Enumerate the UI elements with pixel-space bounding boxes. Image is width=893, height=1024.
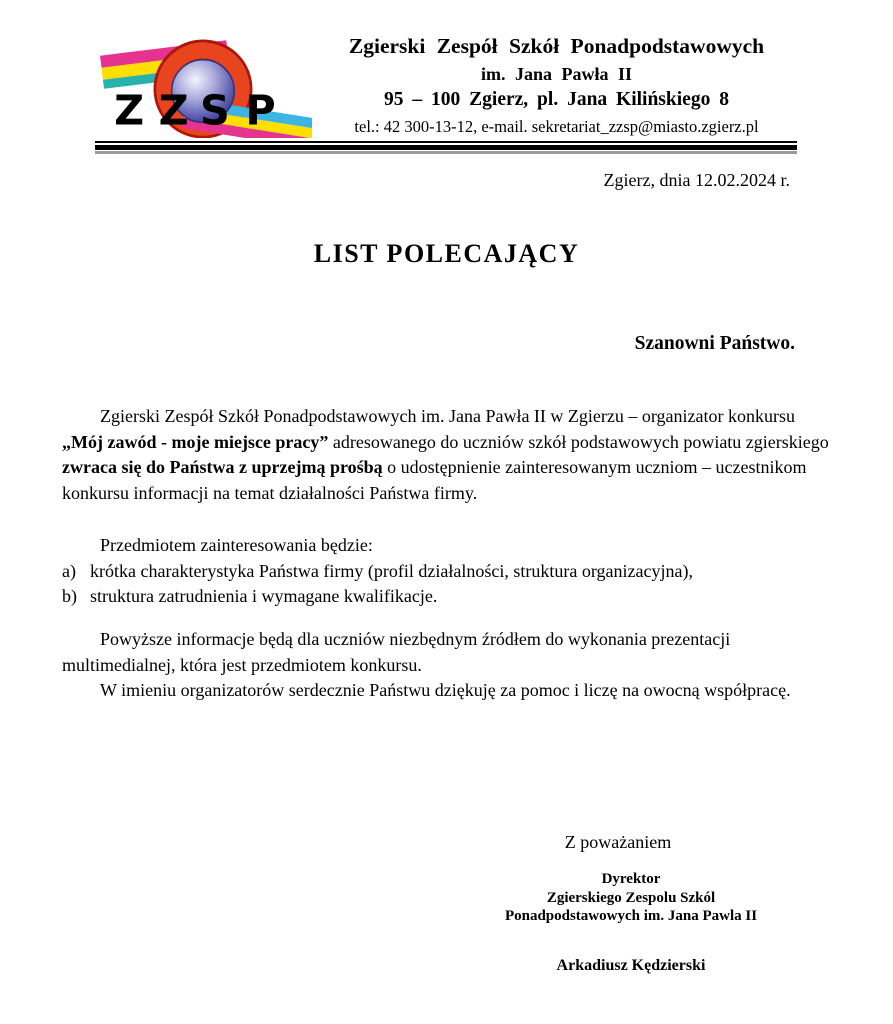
paragraph-2: Powyższe informacje będą dla uczniów niezbędnym źródłem do wykonania prezentacji multimedialnej, która jest przedmiotem konkursu. <box>62 628 731 675</box>
list-text-b: struktura zatrudnienia i wymagane kwalifikacje. <box>90 586 438 607</box>
p1-segment: adresowanego do uczniów szkół podstawowych powiatu zgierskiego <box>332 431 829 452</box>
list-item-a <box>62 559 802 585</box>
salutation: Szanowni Państwo. <box>634 333 795 354</box>
list-marker-a: a) <box>62 560 76 581</box>
list-text-a: krótka charakterystyka Państwa firmy (profil działalności, struktura organizacyjna), <box>90 560 693 581</box>
logo-letter-s: S <box>199 86 230 135</box>
address-line: 95 – 100 Zgierz, pl. Jana Kilińskiego 8 <box>384 89 729 111</box>
signer-title: Dyrektor <box>601 871 661 887</box>
letter-body <box>62 404 833 704</box>
logo-letter-z1: Z <box>114 86 145 135</box>
school-name: Zgierski Zespół Szkół Ponadpodstawowych <box>348 34 765 58</box>
zzsp-logo-graphic <box>98 36 312 138</box>
list-intro: Przedmiotem zainteresowania będzie: <box>100 534 373 555</box>
list-marker-b: b) <box>62 586 77 607</box>
paragraph-1 <box>62 404 833 507</box>
divider-line-thin <box>95 141 797 143</box>
date-line: Zgierz, dnia 12.02.2024 r. <box>603 170 790 190</box>
letterhead-text <box>313 34 800 137</box>
p1-segment: Zgierski Zespół Szkół Ponadpodstawowych im. Jana Pawła II w Zgierzu – organizator konkursu <box>100 406 796 426</box>
header-divider <box>95 141 797 154</box>
logo-letter-z2: Z <box>158 86 189 135</box>
signer-org-line2: Ponadpodstawowych im. Jana Pawla II <box>504 908 758 924</box>
list-item-b <box>62 584 802 610</box>
divider-line-shadow <box>95 151 797 154</box>
valediction: Z poważaniem <box>564 832 672 852</box>
logo-letter-p: P <box>245 86 276 135</box>
divider-line-thick <box>95 145 797 150</box>
signer-title-block <box>470 870 792 926</box>
p1-bold-quote: „Mój zawód - moje miejsce pracy” <box>62 431 333 452</box>
zzsp-logo <box>98 36 312 138</box>
paragraph-3: W imieniu organizatorów serdecznie Państwu dziękuję za pomoc i liczę na owocną współpracę. <box>100 680 791 701</box>
p1-segment: o udostępnienie zainteresowanym uczniom – uczestnikom konkursu informacji na temat działalności Państwa firmy. <box>62 457 807 504</box>
closing-block <box>470 832 792 975</box>
signer-name: Arkadiusz Kędzierski <box>556 956 706 974</box>
p1-bold-request: zwraca się do Państwa z uprzejmą prośbą <box>62 457 388 478</box>
contact-line: tel.: 42 300-13-12, e-mail. sekretariat_zzsp@miasto.zgierz.pl <box>354 116 759 136</box>
page-title: LIST POLECAJĄCY <box>313 239 580 268</box>
signer-org-line1: Zgierskiego Zespolu Szkól <box>546 889 716 906</box>
patron-line: im. Jana Pawła II <box>480 63 632 84</box>
